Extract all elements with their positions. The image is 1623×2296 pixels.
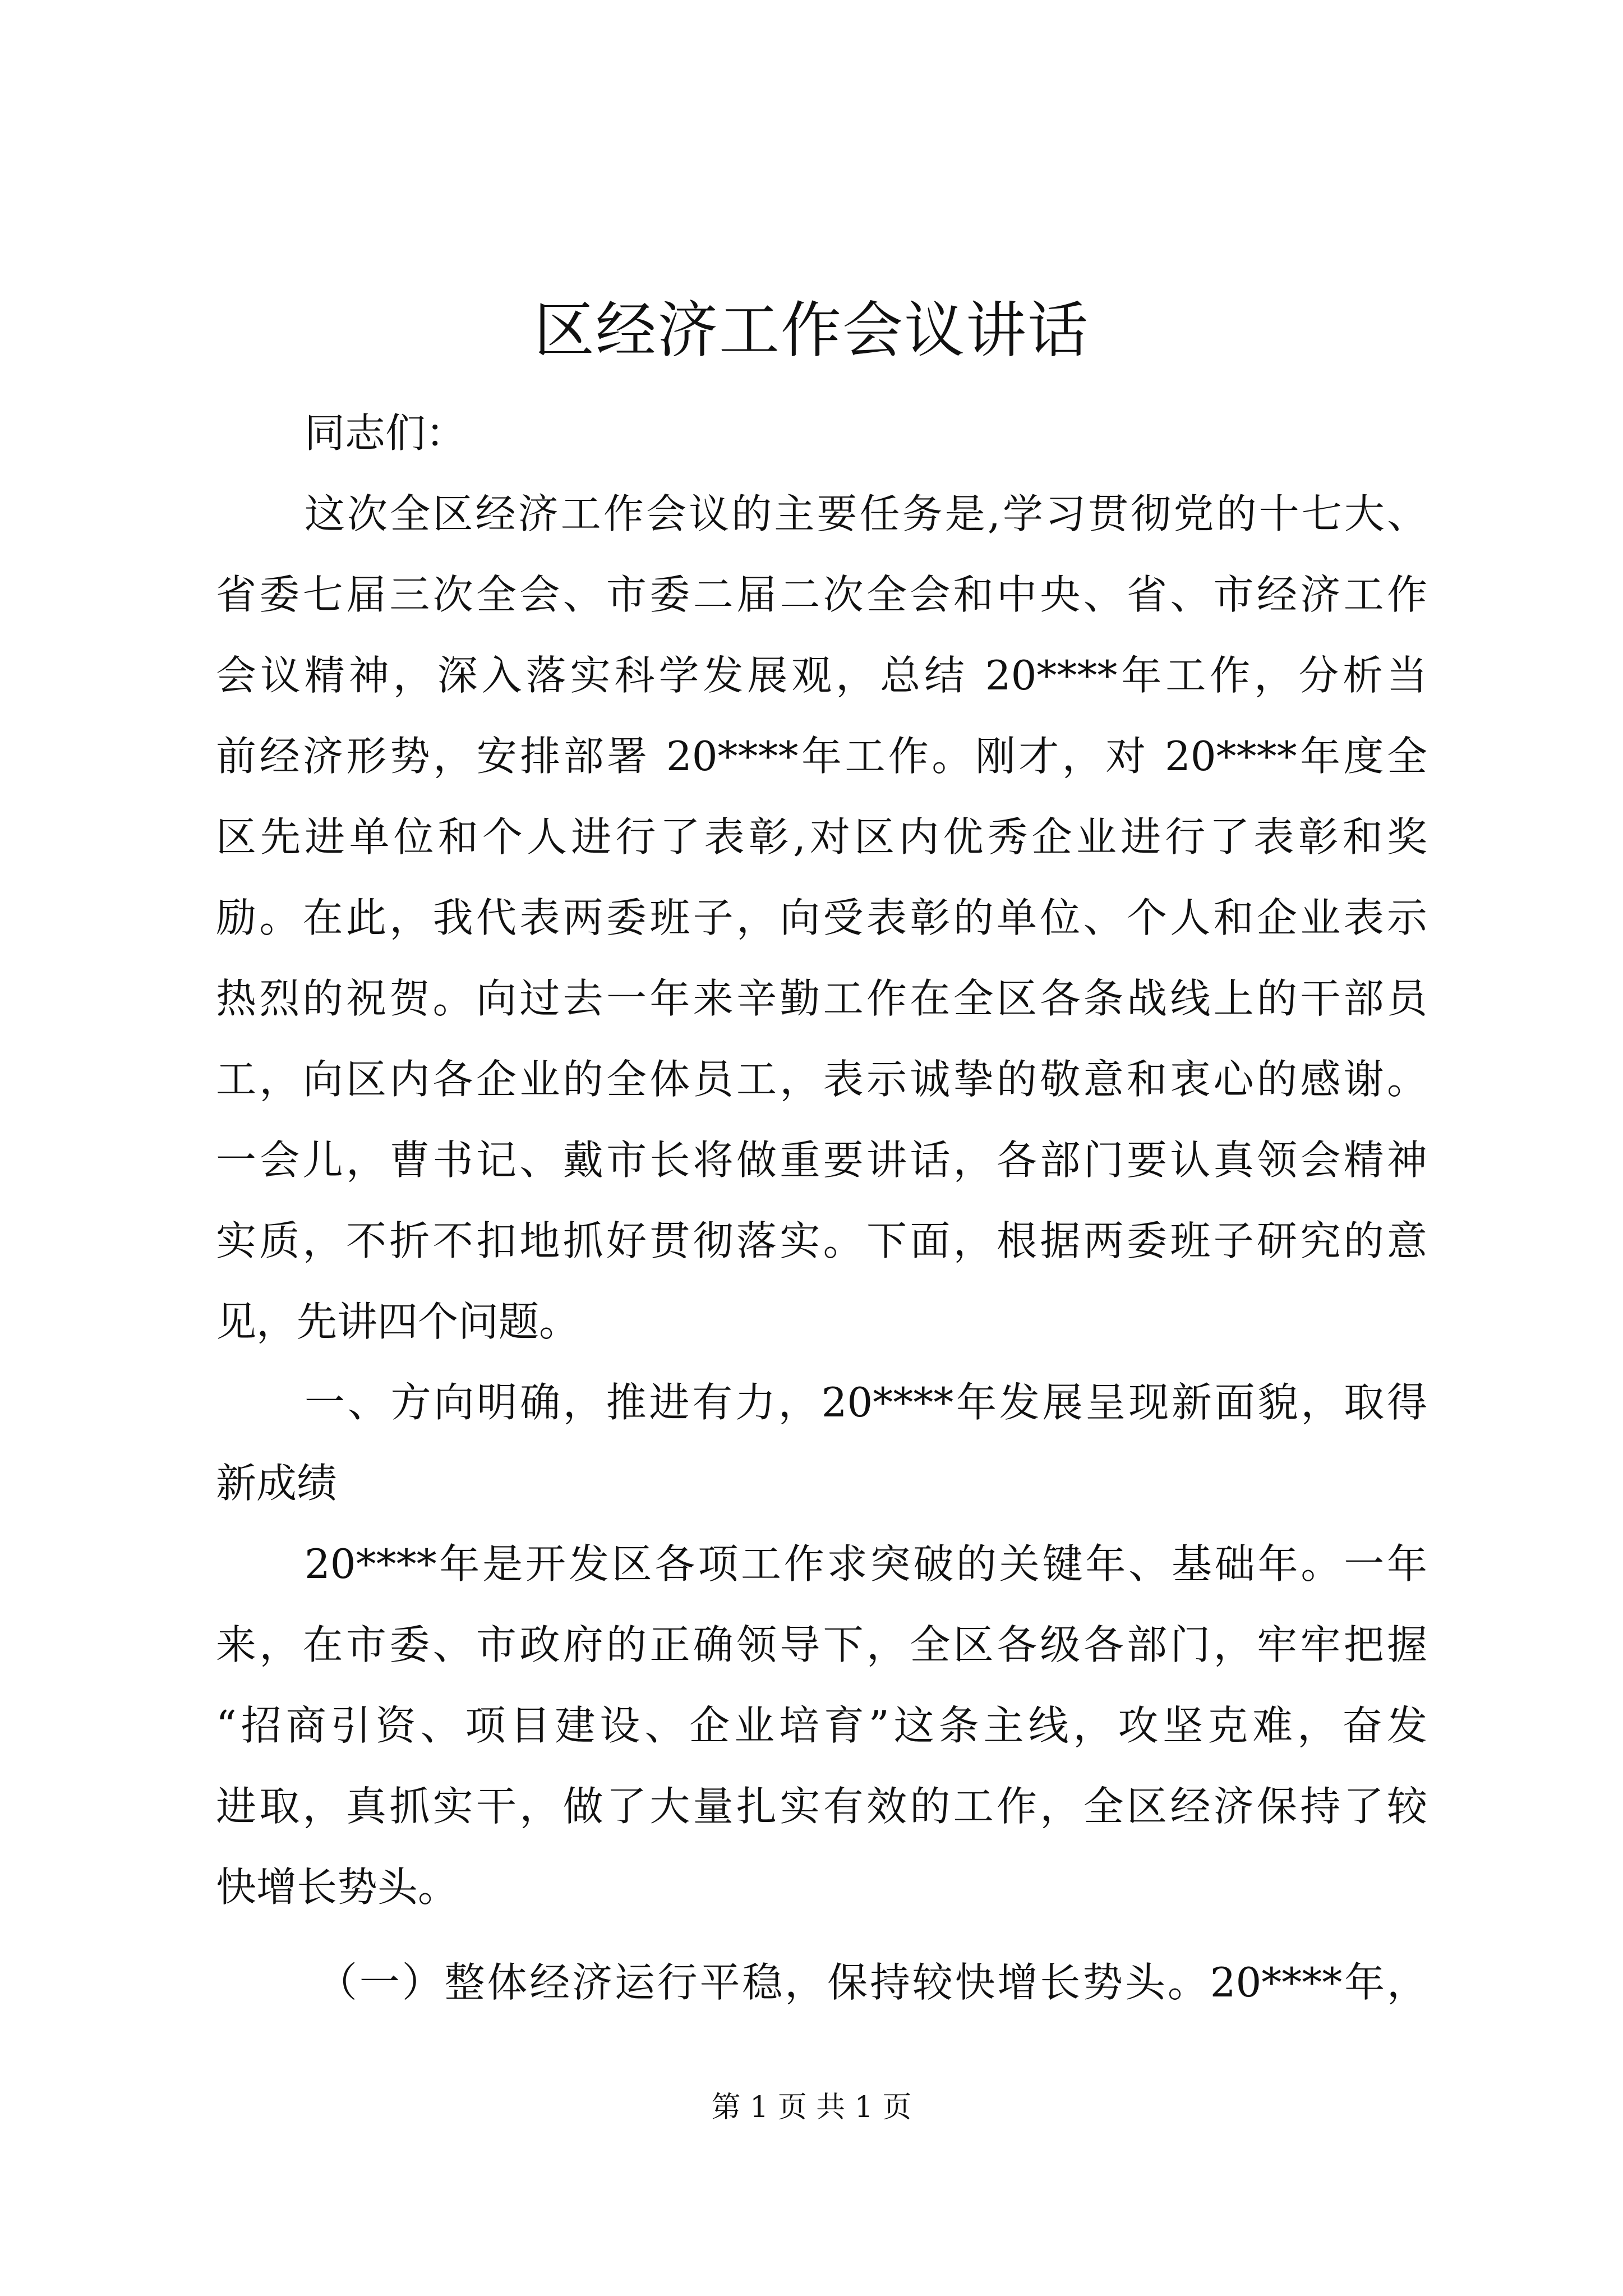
paragraph-line: 励。在此，我代表两委班子，向受表彰的单位、个人和企业表示 xyxy=(216,894,1427,941)
paragraph-line: 工，向区内各企业的全体员工，表示诚挚的敬意和衷心的感谢。 xyxy=(216,1056,1427,1103)
paragraph-line: 20****年是开发区各项工作求突破的关键年、基础年。一年 xyxy=(305,1540,1427,1588)
document-body xyxy=(216,393,1427,2023)
paragraph-line: 前经济形势，安排部署 20****年工作。刚才，对 20****年度全 xyxy=(216,733,1427,780)
paragraph-line: 区先进单位和个人进行了表彰,对区内优秀企业进行了表彰和奖 xyxy=(216,813,1427,861)
subsection-heading-line: （一）整体经济运行平稳，保持较快增长势头。20****年， xyxy=(317,1959,1427,2006)
paragraph-line: 这次全区经济工作会议的主要任务是,学习贯彻党的十七大、 xyxy=(305,490,1427,537)
paragraph-line: 实质，不折不扣地抓好贯彻落实。下面，根据两委班子研究的意 xyxy=(216,1217,1427,1264)
paragraph-line: “招商引资、项目建设、企业培育”这条主线，攻坚克难，奋发 xyxy=(216,1702,1427,1749)
paragraph-line: 快增长势头。 xyxy=(216,1864,459,1911)
page-footer: 第 1 页 共 1 页 xyxy=(711,2091,912,2124)
paragraph-line: 热烈的祝贺。向过去一年来辛勤工作在全区各条战线上的干部员 xyxy=(216,975,1427,1022)
document-title: 区经济工作会议讲话 xyxy=(533,296,1089,366)
section-heading-line: 一、方向明确，推进有力，20****年发展呈现新面貌，取得 xyxy=(305,1379,1427,1426)
paragraph-line: 省委七届三次全会、市委二届二次全会和中央、省、市经济工作 xyxy=(216,571,1427,618)
paragraph-line: 见，先讲四个问题。 xyxy=(216,1298,580,1345)
paragraph-line: 来，在市委、市政府的正确领导下，全区各级各部门，牢牢把握 xyxy=(216,1621,1427,1668)
paragraph-line: 一会儿，曹书记、戴市长将做重要讲话，各部门要认真领会精神 xyxy=(216,1137,1427,1184)
paragraph-line: 进取，真抓实干，做了大量扎实有效的工作，全区经济保持了较 xyxy=(216,1783,1427,1830)
salutation-line: 同志们： xyxy=(305,409,467,457)
section-heading-line: 新成绩 xyxy=(216,1460,338,1507)
paragraph-line: 会议精神，深入落实科学发展观，总结 20****年工作，分析当 xyxy=(216,652,1427,699)
